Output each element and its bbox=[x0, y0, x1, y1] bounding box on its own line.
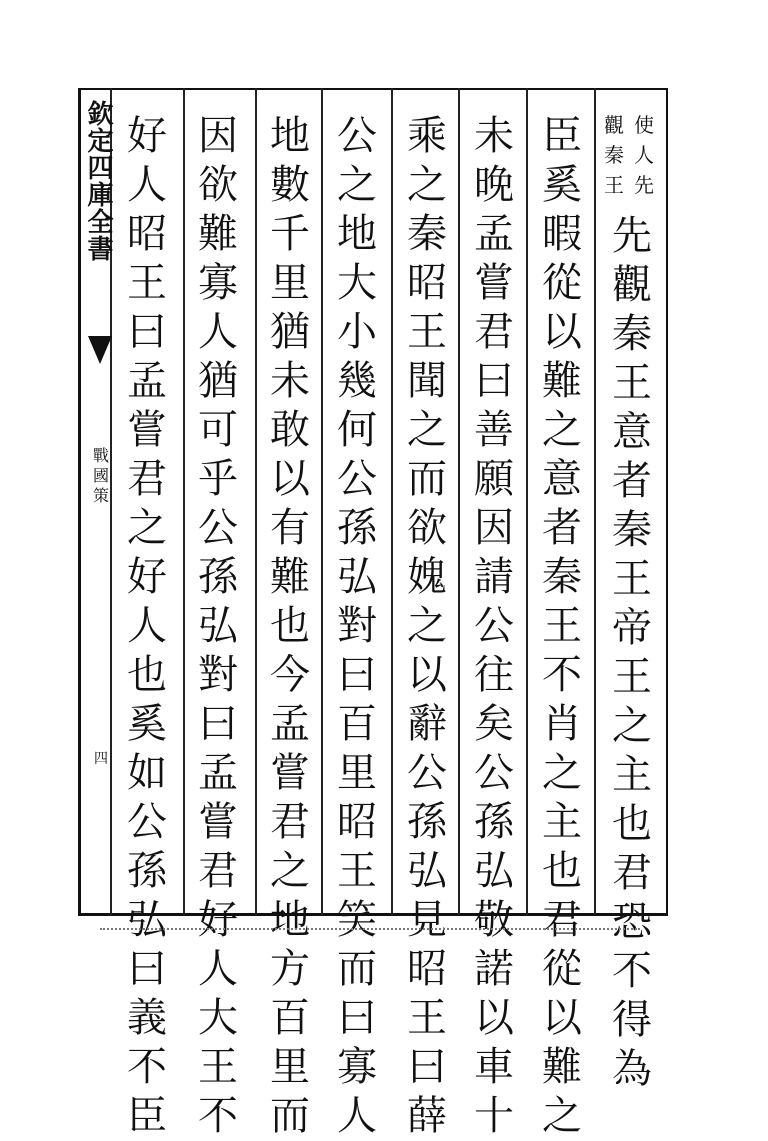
text-column: 因 欲 難 寡 人 猶 可 乎 公 孫 弘 對 曰 孟 嘗 君 好 人 大 王 不 bbox=[198, 113, 238, 1139]
book-name: 戰國策 bbox=[92, 446, 109, 505]
column-rule bbox=[458, 88, 460, 916]
text-column: 好 人 昭 王 曰 孟 嘗 君 之 好 人 也 奚 如 公 孫 弘 曰 義 不 臣 bbox=[127, 113, 167, 1139]
column-rule bbox=[183, 88, 185, 916]
text-column: 未 晚 孟 嘗 君 曰 善 願 因 請 公 往 矣 公 孫 弘 敬 諾 以 車 十 bbox=[474, 113, 514, 1139]
column-rule bbox=[391, 88, 393, 916]
column-rule bbox=[526, 88, 528, 916]
text-column: 先 觀 秦 王 意 者 秦 王 帝 王 之 主 也 君 恐 不 得 為 bbox=[612, 213, 652, 1092]
bottom-dotted-line bbox=[100, 928, 640, 932]
fishtail-mark bbox=[88, 336, 112, 364]
text-column: 公 之 地 大 小 幾 何 公 孫 弘 對 曰 百 里 昭 王 笑 而 曰 寡 人 bbox=[337, 113, 377, 1139]
column-rule bbox=[594, 88, 596, 916]
page-number: 四 bbox=[94, 751, 108, 767]
column-rule bbox=[321, 88, 323, 916]
book-series-title: 欽定四庫全書 bbox=[83, 100, 113, 262]
text-column: 乘 之 秦 昭 王 聞 之 而 欲 媿 之 以 辭 公 孫 弘 見 昭 王 曰 薛 bbox=[407, 113, 447, 1139]
column-rule bbox=[255, 88, 257, 916]
annotation-note: 使 人 先 bbox=[634, 113, 654, 197]
text-column: 地 數 千 里 猶 未 敢 以 有 難 也 今 孟 嘗 君 之 地 方 百 里 而 bbox=[270, 113, 310, 1139]
annotation-note: 觀 秦 王 bbox=[604, 113, 624, 197]
text-column: 臣 奚 暇 從 以 難 之 意 者 秦 王 不 肖 之 主 也 君 從 以 難 之 bbox=[542, 113, 582, 1139]
